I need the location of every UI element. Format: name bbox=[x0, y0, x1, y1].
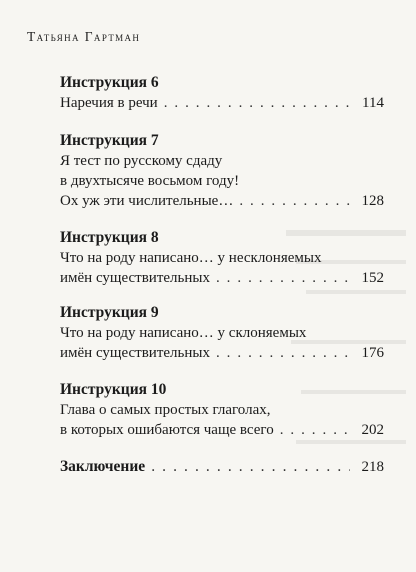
toc-entry-leader-line bbox=[60, 268, 384, 288]
toc-entry-heading: Инструкция 7 bbox=[60, 132, 159, 149]
page-number: 202 bbox=[361, 422, 384, 438]
toc-entry-heading: Инструкция 8 bbox=[60, 229, 159, 246]
toc-entry-text: Глава о самых простых глаголах, bbox=[60, 402, 271, 418]
toc-conclusion bbox=[60, 457, 384, 477]
page-number: 218 bbox=[361, 459, 384, 475]
leader-dots bbox=[239, 191, 350, 211]
leader-dots bbox=[216, 268, 350, 288]
page-number: 152 bbox=[361, 270, 384, 286]
toc-entry-text: Я тест по русскому сдаду bbox=[60, 153, 223, 169]
page-number: 114 bbox=[362, 95, 384, 111]
toc-entry-heading: Инструкция 9 bbox=[60, 304, 159, 321]
toc-entry-text: имён существительных bbox=[60, 270, 210, 286]
toc-entry-text: Что на роду написано… у склоняемых bbox=[60, 325, 307, 341]
leader-dots bbox=[151, 457, 350, 477]
toc-entry-text: в двухтысяче восьмом году! bbox=[60, 173, 240, 189]
toc-entry-text: Ох уж эти числительные… bbox=[60, 193, 234, 209]
conclusion-label: Заключение bbox=[60, 458, 146, 475]
toc-entry-leader-line bbox=[60, 420, 384, 440]
toc-entry-leader-line bbox=[60, 93, 384, 113]
toc-entry bbox=[60, 303, 384, 363]
leader-dots bbox=[216, 343, 350, 363]
toc-entry bbox=[60, 380, 384, 440]
running-head: Татьяна Гартман bbox=[27, 29, 141, 44]
toc-entry-text: Наречия в речи bbox=[60, 95, 158, 111]
toc-entry-heading: Инструкция 10 bbox=[60, 381, 167, 398]
toc-entry bbox=[60, 131, 384, 211]
page-number: 128 bbox=[361, 193, 384, 209]
toc-entry bbox=[60, 73, 384, 113]
toc-entry bbox=[60, 228, 384, 288]
toc-entry-text: в которых ошибаются чаще всего bbox=[60, 422, 274, 438]
leader-dots bbox=[280, 420, 350, 440]
toc-entry-heading: Инструкция 6 bbox=[60, 74, 159, 91]
page-number: 176 bbox=[361, 345, 384, 361]
toc-entry-leader-line bbox=[60, 191, 384, 211]
toc-entry-leader-line bbox=[60, 343, 384, 363]
leader-dots bbox=[164, 93, 350, 113]
toc-entry-text: имён существительных bbox=[60, 345, 210, 361]
toc-entry-leader-line bbox=[60, 457, 384, 477]
toc-entry-text: Что на роду написано… у несклоняемых bbox=[60, 250, 322, 266]
